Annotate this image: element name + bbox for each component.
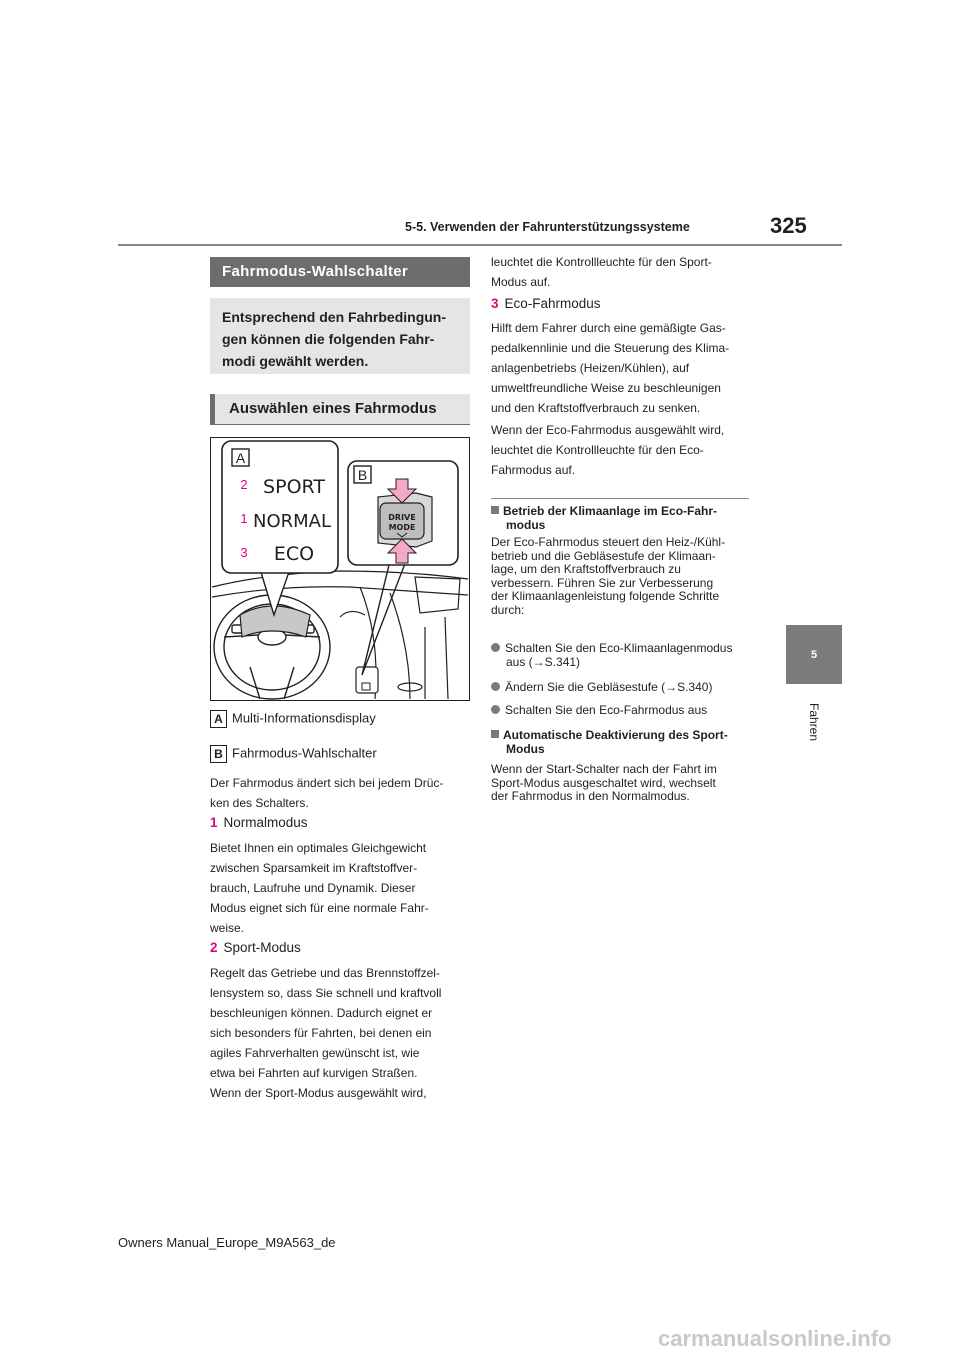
text-line: Modus eignet sich für eine normale Fahr-	[210, 901, 429, 915]
callout-a-label: A	[235, 450, 246, 466]
mode1-title: Normalmodus	[223, 815, 308, 830]
text-line: verbessern. Führen Sie zur Verbesserung	[491, 575, 714, 590]
label-text-a: Multi-Informationsdisplay	[232, 710, 376, 726]
text-line: und den Kraftstoffverbrauch zu senken.	[491, 401, 701, 415]
subsection-title: Auswählen eines Fahrmodus	[210, 394, 470, 424]
button-label-line2: MODE	[388, 523, 416, 532]
text-line: anlagenbetriebs (Heizen/Kühlen), auf	[491, 361, 690, 375]
note-divider	[491, 498, 749, 499]
sport-continuation	[491, 252, 712, 292]
subsection-rule	[210, 424, 470, 425]
climate-bullet-3: Schalten Sie den Eco-Fahrmodus aus	[491, 704, 707, 718]
text-line: Regelt das Getriebe und das Brennstoffzel-	[210, 966, 440, 980]
auto-off-heading	[491, 728, 728, 756]
text-line: Der Fahrmodus ändert sich bei jedem Drüc-	[210, 776, 444, 790]
mode-label-normal: NORMAL	[252, 511, 332, 532]
climate-bullet-1: Schalten Sie den Eco-Klimaanlagenmodus aus (→S.341)	[491, 642, 732, 669]
text-line: sich besonders für Fahrten, bei denen ein	[210, 1026, 432, 1040]
text-line: Sport-Modus ausgeschaltet wird, wechselt	[491, 775, 716, 790]
intro-line: gen können die folgenden Fahr-	[222, 331, 435, 347]
text-line: leuchtet die Kontrollleuchte für den Eco-	[491, 443, 704, 457]
running-header: 5-5. Verwenden der Fahrunterstützungssysteme	[405, 220, 690, 234]
label-key-a: A	[210, 710, 227, 728]
watermark: carmanualsonline.info	[658, 1326, 892, 1351]
mode2-number: 2	[210, 940, 218, 955]
text-line: Modus auf.	[491, 275, 551, 289]
climate-bullet-2: Ändern Sie die Gebläsestufe (→S.340)	[491, 681, 712, 695]
mode1-number: 1	[210, 815, 218, 830]
round-bullet-icon	[491, 682, 500, 691]
text-line: etwa bei Fahrten auf kurvigen Straßen.	[210, 1066, 418, 1080]
section-intro	[210, 298, 470, 374]
text-line: Hilft dem Fahrer durch eine gemäßigte Gas-	[491, 321, 726, 335]
button-label-line1: DRIVE	[388, 513, 416, 522]
text-line: lensystem so, dass Sie schnell und kraftvoll	[210, 986, 442, 1000]
auto-off-body	[491, 763, 717, 804]
heading-line: Betrieb der Klimaanlage im Eco-Fahr-	[491, 504, 717, 518]
text-line: durch:	[491, 602, 525, 617]
text-line: Bietet Ihnen ein optimales Gleichgewicht	[210, 841, 427, 855]
mode-num-sport: 2	[240, 477, 248, 492]
climate-body	[491, 536, 725, 617]
text-line: Wenn der Eco-Fahrmodus ausgewählt wird,	[491, 423, 725, 437]
chapter-tab	[786, 625, 842, 684]
intro-line: Entsprechend den Fahrbedingun-	[222, 309, 447, 325]
intro-line: modi gewählt werden.	[222, 353, 369, 369]
square-bullet-icon	[491, 506, 499, 514]
mode3-description	[491, 318, 729, 480]
mode-label-sport: SPORT	[263, 476, 325, 498]
mode-num-eco: 3	[240, 545, 248, 560]
text-line: betrieb und die Gebläsestufe der Klimaan-	[491, 548, 716, 563]
square-bullet-icon	[491, 730, 499, 738]
text-line: beschleunigen können. Dadurch eignet er	[210, 1006, 433, 1020]
mode-label-eco: ECO	[273, 543, 315, 565]
footer-doc-id: Owners Manual_Europe_M9A563_de	[118, 1235, 336, 1250]
label-key-b: B	[210, 745, 227, 763]
label-row-b	[210, 745, 377, 763]
heading-line: Modus	[506, 742, 545, 756]
round-bullet-icon	[491, 643, 500, 652]
text-line: brauch, Laufruhe und Dynamik. Dieser	[210, 881, 416, 895]
round-bullet-icon	[491, 705, 500, 714]
text-line: der Klimaanlagenleistung folgende Schritte	[491, 589, 720, 603]
text-line: leuchtet die Kontrollleuchte für den Sport-	[491, 255, 712, 269]
text-line: weise.	[210, 921, 245, 935]
mode3-title: Eco-Fahrmodus	[504, 296, 601, 311]
mode2-description	[210, 963, 441, 1103]
console-switch	[356, 667, 378, 693]
text-line: agiles Fahrverhalten gewünscht ist, wie	[210, 1046, 420, 1060]
heading-line: modus	[506, 518, 546, 532]
changes-paragraph	[210, 773, 443, 813]
label-text-b: Fahrmodus-Wahlschalter	[232, 745, 377, 761]
header-rule	[118, 244, 842, 246]
page-number: 325	[770, 213, 807, 238]
chapter-label: Fahren	[807, 702, 821, 742]
heading-line: Automatische Deaktivierung des Sport-	[491, 728, 728, 742]
mode2-title: Sport-Modus	[223, 940, 301, 955]
text-line: umweltfreundliche Weise zu beschleunigen	[491, 381, 721, 395]
text-line: der Fahrmodus in den Normalmodus.	[491, 789, 690, 803]
text-line: lage, um den Kraftstoffverbrauch zu	[491, 562, 681, 576]
text-line: pedalkennlinie und die Steuerung des Klima-	[491, 341, 730, 355]
chapter-number: 5	[810, 648, 818, 661]
text-line: Wenn der Sport-Modus ausgewählt wird,	[210, 1086, 427, 1100]
climate-heading	[491, 504, 717, 532]
mode-num-normal: 1	[240, 511, 248, 526]
section-title: Fahrmodus-Wahlschalter	[210, 257, 470, 287]
mode1-heading	[210, 815, 308, 830]
text-line: ken des Schalters.	[210, 796, 309, 810]
text-line: zwischen Sparsamkeit im Kraftstoffver-	[210, 861, 418, 875]
callout-b-label: B	[357, 467, 368, 483]
label-row-a	[210, 710, 376, 728]
mode3-number: 3	[491, 296, 499, 311]
text-line: Wenn der Start-Schalter nach der Fahrt im	[491, 762, 717, 776]
text-line: Der Eco-Fahrmodus steuert den Heiz-/Kühl-	[491, 535, 726, 549]
mode3-heading	[491, 296, 601, 311]
drive-mode-illustration	[210, 437, 470, 701]
mode1-description	[210, 838, 429, 938]
text-line: Fahrmodus auf.	[491, 463, 576, 477]
mode2-heading	[210, 940, 301, 955]
